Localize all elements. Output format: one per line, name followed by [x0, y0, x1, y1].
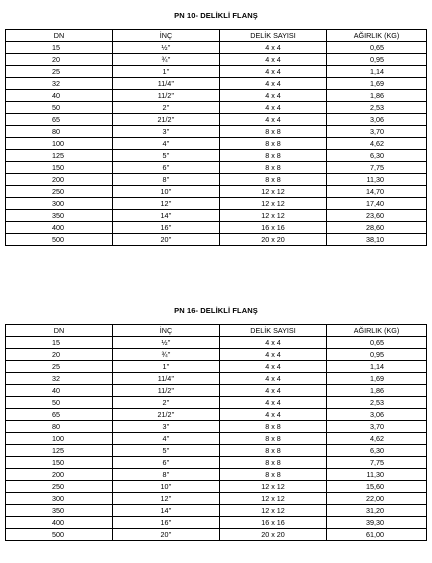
cell-inch: 14’’ [113, 210, 220, 222]
cell-dn: 50 [6, 102, 113, 114]
table-row [6, 397, 427, 409]
table-row [6, 493, 427, 505]
cell-inch: 8’’ [113, 469, 220, 481]
header-weight: AĞIRLIK (KG) [327, 30, 427, 42]
cell-dn: 400 [6, 222, 113, 234]
table-row [6, 517, 427, 529]
cell-inch: 12’’ [113, 493, 220, 505]
cell-hole-count: 8 x 8 [220, 457, 327, 469]
cell-hole-count: 20 x 20 [220, 529, 327, 541]
cell-weight: 0,65 [327, 42, 427, 54]
cell-hole-count: 16 x 16 [220, 517, 327, 529]
cell-inch: 20’’ [113, 529, 220, 541]
pn10-table [5, 29, 427, 246]
cell-inch: 12’’ [113, 198, 220, 210]
cell-weight: 7,75 [327, 162, 427, 174]
table-row [6, 54, 427, 66]
table-row [6, 337, 427, 349]
cell-weight: 1,69 [327, 373, 427, 385]
cell-inch: ¾’’ [113, 349, 220, 361]
header-hole-count: DELİK SAYISI [220, 325, 327, 337]
cell-dn: 400 [6, 517, 113, 529]
cell-weight: 11,30 [327, 174, 427, 186]
cell-weight: 14,70 [327, 186, 427, 198]
cell-hole-count: 4 x 4 [220, 361, 327, 373]
cell-weight: 4,62 [327, 433, 427, 445]
cell-weight: 1,69 [327, 78, 427, 90]
pn16-table [5, 324, 427, 541]
cell-dn: 32 [6, 373, 113, 385]
cell-hole-count: 8 x 8 [220, 126, 327, 138]
cell-dn: 40 [6, 385, 113, 397]
pn16-title: PN 16- DELİKLİ FLANŞ [174, 306, 258, 315]
header-hole-count: DELİK SAYISI [220, 30, 327, 42]
cell-hole-count: 4 x 4 [220, 78, 327, 90]
table-row [6, 385, 427, 397]
cell-inch: 6’’ [113, 457, 220, 469]
cell-inch: 16’’ [113, 222, 220, 234]
cell-weight: 22,00 [327, 493, 427, 505]
table-row [6, 421, 427, 433]
cell-inch: 6’’ [113, 162, 220, 174]
cell-inch: 14’’ [113, 505, 220, 517]
cell-inch: 11/2’’ [113, 90, 220, 102]
cell-inch: 10’’ [113, 481, 220, 493]
table-row [6, 445, 427, 457]
cell-inch: 10’’ [113, 186, 220, 198]
table-row [6, 433, 427, 445]
table-header-row [6, 325, 427, 337]
cell-dn: 300 [6, 493, 113, 505]
table-row [6, 198, 427, 210]
cell-hole-count: 8 x 8 [220, 138, 327, 150]
table-row [6, 90, 427, 102]
cell-inch: 21/2’’ [113, 409, 220, 421]
cell-inch: 4’’ [113, 138, 220, 150]
cell-dn: 40 [6, 90, 113, 102]
cell-weight: 1,14 [327, 361, 427, 373]
table-row [6, 505, 427, 517]
cell-weight: 2,53 [327, 102, 427, 114]
table-row [6, 150, 427, 162]
cell-weight: 3,06 [327, 409, 427, 421]
cell-inch: ½’’ [113, 42, 220, 54]
cell-hole-count: 4 x 4 [220, 349, 327, 361]
cell-inch: 3’’ [113, 126, 220, 138]
cell-inch: 1’’ [113, 66, 220, 78]
cell-weight: 1,14 [327, 66, 427, 78]
cell-hole-count: 8 x 8 [220, 469, 327, 481]
cell-weight: 6,30 [327, 150, 427, 162]
pn10-title: PN 10- DELİKLİ FLANŞ [174, 11, 258, 20]
cell-inch: ¾’’ [113, 54, 220, 66]
cell-inch: 20’’ [113, 234, 220, 246]
table-header-row [6, 30, 427, 42]
cell-inch: 16’’ [113, 517, 220, 529]
cell-weight: 23,60 [327, 210, 427, 222]
cell-weight: 1,86 [327, 385, 427, 397]
cell-weight: 38,10 [327, 234, 427, 246]
cell-weight: 31,20 [327, 505, 427, 517]
cell-inch: 1’’ [113, 361, 220, 373]
cell-hole-count: 20 x 20 [220, 234, 327, 246]
cell-inch: 21/2’’ [113, 114, 220, 126]
cell-hole-count: 8 x 8 [220, 421, 327, 433]
cell-dn: 100 [6, 433, 113, 445]
cell-hole-count: 8 x 8 [220, 445, 327, 457]
cell-inch: ½’’ [113, 337, 220, 349]
table-row [6, 222, 427, 234]
cell-dn: 150 [6, 162, 113, 174]
cell-weight: 1,86 [327, 90, 427, 102]
cell-weight: 0,95 [327, 54, 427, 66]
cell-hole-count: 4 x 4 [220, 66, 327, 78]
cell-weight: 3,70 [327, 126, 427, 138]
cell-hole-count: 8 x 8 [220, 162, 327, 174]
cell-weight: 17,40 [327, 198, 427, 210]
cell-hole-count: 8 x 8 [220, 174, 327, 186]
cell-hole-count: 4 x 4 [220, 385, 327, 397]
cell-hole-count: 12 x 12 [220, 505, 327, 517]
cell-dn: 125 [6, 150, 113, 162]
cell-inch: 5’’ [113, 150, 220, 162]
cell-hole-count: 8 x 8 [220, 150, 327, 162]
table-row [6, 138, 427, 150]
cell-weight: 28,60 [327, 222, 427, 234]
table-row [6, 361, 427, 373]
cell-inch: 5’’ [113, 445, 220, 457]
table-row [6, 469, 427, 481]
cell-weight: 0,95 [327, 349, 427, 361]
table-row [6, 42, 427, 54]
cell-weight: 0,65 [327, 337, 427, 349]
cell-dn: 15 [6, 337, 113, 349]
header-weight: AĞIRLIK (KG) [327, 325, 427, 337]
cell-inch: 11/2’’ [113, 385, 220, 397]
table-row [6, 102, 427, 114]
cell-dn: 200 [6, 174, 113, 186]
cell-inch: 8’’ [113, 174, 220, 186]
cell-dn: 20 [6, 349, 113, 361]
cell-inch: 3’’ [113, 421, 220, 433]
table-row [6, 186, 427, 198]
table-row [6, 114, 427, 126]
cell-inch: 4’’ [113, 433, 220, 445]
cell-dn: 200 [6, 469, 113, 481]
cell-hole-count: 12 x 12 [220, 198, 327, 210]
cell-weight: 6,30 [327, 445, 427, 457]
table-row [6, 66, 427, 78]
cell-weight: 39,30 [327, 517, 427, 529]
cell-hole-count: 12 x 12 [220, 493, 327, 505]
table-row [6, 174, 427, 186]
cell-hole-count: 12 x 12 [220, 186, 327, 198]
cell-dn: 50 [6, 397, 113, 409]
cell-inch: 11/4’’ [113, 78, 220, 90]
table-row [6, 234, 427, 246]
cell-dn: 100 [6, 138, 113, 150]
header-dn: DN [6, 30, 113, 42]
cell-dn: 80 [6, 126, 113, 138]
cell-hole-count: 4 x 4 [220, 409, 327, 421]
cell-weight: 4,62 [327, 138, 427, 150]
cell-inch: 2’’ [113, 102, 220, 114]
cell-dn: 65 [6, 114, 113, 126]
table-row [6, 481, 427, 493]
cell-hole-count: 4 x 4 [220, 54, 327, 66]
cell-weight: 7,75 [327, 457, 427, 469]
cell-dn: 500 [6, 529, 113, 541]
cell-dn: 65 [6, 409, 113, 421]
cell-dn: 250 [6, 186, 113, 198]
cell-dn: 80 [6, 421, 113, 433]
cell-dn: 500 [6, 234, 113, 246]
table-row [6, 409, 427, 421]
cell-hole-count: 4 x 4 [220, 114, 327, 126]
header-inch: İNÇ [113, 30, 220, 42]
cell-dn: 350 [6, 210, 113, 222]
cell-weight: 11,30 [327, 469, 427, 481]
cell-inch: 11/4’’ [113, 373, 220, 385]
header-inch: İNÇ [113, 325, 220, 337]
table-row [6, 162, 427, 174]
cell-hole-count: 4 x 4 [220, 90, 327, 102]
cell-dn: 25 [6, 66, 113, 78]
header-dn: DN [6, 325, 113, 337]
table-row [6, 373, 427, 385]
cell-weight: 15,60 [327, 481, 427, 493]
cell-hole-count: 4 x 4 [220, 373, 327, 385]
cell-hole-count: 12 x 12 [220, 210, 327, 222]
cell-weight: 3,06 [327, 114, 427, 126]
cell-hole-count: 4 x 4 [220, 102, 327, 114]
table-row [6, 126, 427, 138]
table-row [6, 349, 427, 361]
cell-dn: 20 [6, 54, 113, 66]
cell-inch: 2’’ [113, 397, 220, 409]
cell-hole-count: 4 x 4 [220, 397, 327, 409]
cell-hole-count: 8 x 8 [220, 433, 327, 445]
table-row [6, 457, 427, 469]
cell-dn: 32 [6, 78, 113, 90]
cell-dn: 250 [6, 481, 113, 493]
cell-hole-count: 4 x 4 [220, 42, 327, 54]
table-row [6, 529, 427, 541]
table-row [6, 210, 427, 222]
cell-hole-count: 4 x 4 [220, 337, 327, 349]
cell-dn: 125 [6, 445, 113, 457]
cell-hole-count: 12 x 12 [220, 481, 327, 493]
cell-weight: 3,70 [327, 421, 427, 433]
cell-dn: 350 [6, 505, 113, 517]
cell-dn: 150 [6, 457, 113, 469]
cell-dn: 300 [6, 198, 113, 210]
cell-weight: 2,53 [327, 397, 427, 409]
cell-hole-count: 16 x 16 [220, 222, 327, 234]
table-row [6, 78, 427, 90]
cell-dn: 25 [6, 361, 113, 373]
cell-dn: 15 [6, 42, 113, 54]
cell-weight: 61,00 [327, 529, 427, 541]
